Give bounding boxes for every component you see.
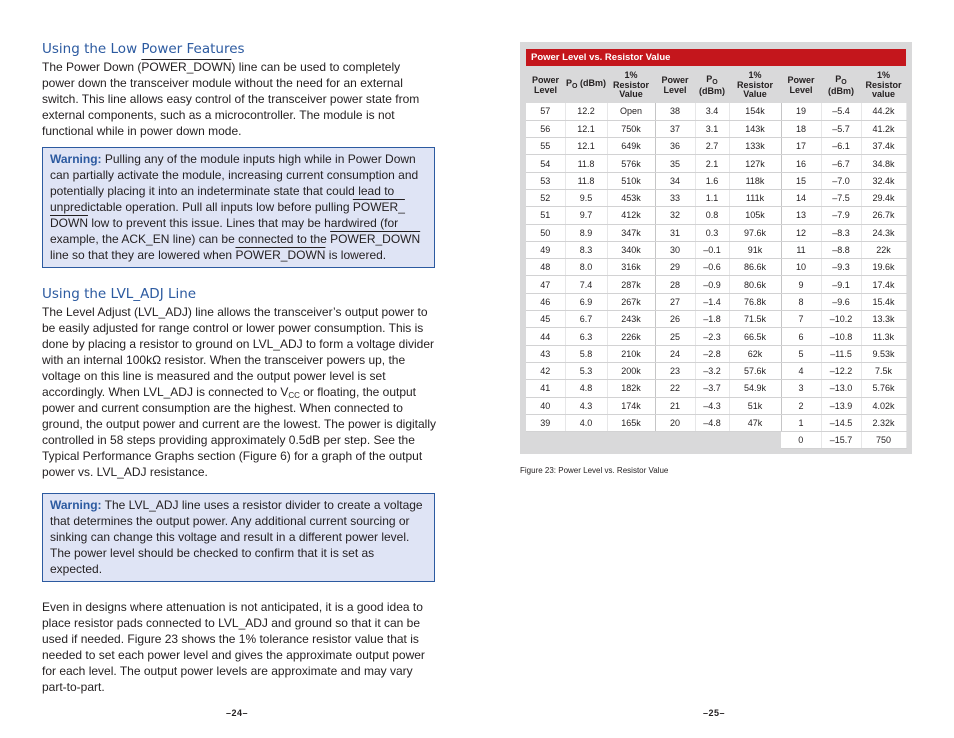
table-cell: 34.8k	[861, 155, 906, 172]
table-cell: 133k	[729, 138, 781, 155]
table-row	[526, 103, 906, 120]
table-cell: 1.6	[695, 172, 729, 189]
table-cell: 31	[655, 224, 695, 241]
table-cell: 10	[781, 259, 821, 276]
table-cell: –10.2	[821, 311, 861, 328]
table-cell: 32	[655, 207, 695, 224]
table-cell: 7	[781, 311, 821, 328]
table-cell: 200k	[607, 362, 655, 379]
table-cell: 412k	[607, 207, 655, 224]
table-cell: 62k	[729, 345, 781, 362]
table-cell: 6.9	[565, 293, 607, 310]
subscript: CC	[288, 391, 300, 400]
table-cell: 49	[526, 241, 565, 258]
warning-label: Warning:	[50, 152, 102, 166]
table-cell: 32.4k	[861, 172, 906, 189]
table-cell: 36	[655, 138, 695, 155]
table-cell: 41.2k	[861, 120, 906, 137]
table-cell: 86.6k	[729, 259, 781, 276]
table-cell	[729, 432, 781, 449]
table-cell: 2	[781, 397, 821, 414]
table-cell: 13	[781, 207, 821, 224]
table-cell: 0.8	[695, 207, 729, 224]
table-cell: 12.1	[565, 120, 607, 137]
table-body	[526, 103, 906, 449]
power-level-table	[526, 68, 907, 449]
table-cell: 80.6k	[729, 276, 781, 293]
table-cell: 30	[655, 241, 695, 258]
table-cell: 22k	[861, 241, 906, 258]
table-cell: 226k	[607, 328, 655, 345]
table-cell: 2.32k	[861, 414, 906, 431]
table-cell: –6.1	[821, 138, 861, 155]
table-cell: 5.8	[565, 345, 607, 362]
table-cell: 210k	[607, 345, 655, 362]
table-cell: 48	[526, 259, 565, 276]
table-cell: 15	[781, 172, 821, 189]
page-number-right: –25–	[703, 708, 726, 718]
table-cell: 56	[526, 120, 565, 137]
section-heading-low-power: Using the Low Power Features	[42, 41, 245, 57]
table-cell: 39	[526, 414, 565, 431]
table-cell: 453k	[607, 189, 655, 206]
table-cell: 11.8	[565, 172, 607, 189]
table-cell: 105k	[729, 207, 781, 224]
table-cell: 37	[655, 120, 695, 137]
table-cell: 3	[781, 380, 821, 397]
table-cell: 28	[655, 276, 695, 293]
table-cell: 6.7	[565, 311, 607, 328]
table-cell: 26.7k	[861, 207, 906, 224]
table-header-cell: 1% Resistor value	[865, 70, 902, 100]
table-cell: 6.3	[565, 328, 607, 345]
table-cell: 17.4k	[861, 276, 906, 293]
table-cell: 165k	[607, 414, 655, 431]
table-cell: –3.2	[695, 362, 729, 379]
table-cell: 5	[781, 345, 821, 362]
table-row	[526, 293, 906, 310]
table-cell: 4.3	[565, 397, 607, 414]
table-cell: 44.2k	[861, 103, 906, 120]
table-cell: 9.5	[565, 189, 607, 206]
low-power-paragraph	[42, 59, 436, 139]
table-cell: 576k	[607, 155, 655, 172]
table-cell: –2.8	[695, 345, 729, 362]
table-cell: –2.3	[695, 328, 729, 345]
table-cell: 5.3	[565, 362, 607, 379]
table-cell: 24.3k	[861, 224, 906, 241]
table-cell: 42	[526, 362, 565, 379]
table-cell: 12.2	[565, 103, 607, 120]
table-cell: 57	[526, 103, 565, 120]
signal-name: POWER_ DOWN	[50, 200, 405, 230]
table-cell: 27	[655, 293, 695, 310]
table-cell: 4.02k	[861, 397, 906, 414]
table-cell: 16	[781, 155, 821, 172]
table-row	[526, 120, 906, 137]
table-cell: 8	[781, 293, 821, 310]
table-cell: 55	[526, 138, 565, 155]
warning-box-power-down	[42, 147, 435, 268]
table-cell: –3.7	[695, 380, 729, 397]
table-cell: 51	[526, 207, 565, 224]
table-cell: –10.8	[821, 328, 861, 345]
table-cell: 6	[781, 328, 821, 345]
table-cell: 154k	[729, 103, 781, 120]
table-row	[526, 155, 906, 172]
table-header-cell: $P_O$ (dBm)	[828, 73, 854, 96]
table-cell: 51k	[729, 397, 781, 414]
table-cell	[565, 432, 607, 449]
text-run: or floating, the output power and current consumption are the highest. When connected to ground, the output power and current are the lowest. The power is digitally controlled in 58 steps providing approximately 0.5dB per step. See the Typical Performance Graphs section (Figure 6) for a graph of the output power vs. LVL_ADJ resistance.	[42, 385, 437, 479]
table-cell: –8.3	[821, 224, 861, 241]
table-cell: –4.8	[695, 414, 729, 431]
table-row	[526, 207, 906, 224]
table-cell: 7.5k	[861, 362, 906, 379]
table-cell: –7.0	[821, 172, 861, 189]
table-cell: –12.2	[821, 362, 861, 379]
table-cell: 53	[526, 172, 565, 189]
table-cell: 35	[655, 155, 695, 172]
table-row	[526, 259, 906, 276]
table-cell: 9.7	[565, 207, 607, 224]
table-cell: 287k	[607, 276, 655, 293]
table-cell: 340k	[607, 241, 655, 258]
table-title: Power Level vs. Resistor Value	[526, 49, 906, 66]
table-row	[526, 414, 906, 431]
table-cell	[607, 432, 655, 449]
table-cell: –14.5	[821, 414, 861, 431]
table-cell: 50	[526, 224, 565, 241]
table-cell: 19	[781, 103, 821, 120]
table-row	[526, 362, 906, 379]
table-row	[526, 432, 906, 449]
table-header-cell: $P_O$ (dBm)	[699, 73, 725, 96]
table-cell: 0.3	[695, 224, 729, 241]
table-cell: 12.1	[565, 138, 607, 155]
table-cell: –9.3	[821, 259, 861, 276]
table-cell: 57.6k	[729, 362, 781, 379]
table-cell: 20	[655, 414, 695, 431]
table-cell: 4	[781, 362, 821, 379]
text-run: line so that they are lowered when	[50, 248, 236, 262]
table-cell: 174k	[607, 397, 655, 414]
table-cell: –7.9	[821, 207, 861, 224]
table-header-cell: Power Level	[787, 75, 815, 95]
table-cell: 54	[526, 155, 565, 172]
left-page	[42, 40, 436, 695]
table-header-cell: 1% Resistor Value	[612, 70, 649, 100]
table-cell: Open	[607, 103, 655, 120]
power-level-table-panel	[520, 42, 912, 454]
table-row	[526, 138, 906, 155]
figure-caption: Figure 23: Power Level vs. Resistor Value	[520, 466, 669, 475]
text-run: ) line can be used to completely power down the transceiver module without the need for an external switch. This line allows easy control of the transceiver power state from external components, such as a microcontroller. The module is not functional while in power down mode.	[42, 60, 420, 138]
table-cell: 3.4	[695, 103, 729, 120]
table-cell: 43	[526, 345, 565, 362]
table-cell: 14	[781, 189, 821, 206]
section-heading-lvl-adj: Using the LVL_ADJ Line	[42, 286, 197, 302]
table-cell: 1.1	[695, 189, 729, 206]
table-cell: 5.76k	[861, 380, 906, 397]
table-row	[526, 345, 906, 362]
table-cell: 33	[655, 189, 695, 206]
table-cell: –1.8	[695, 311, 729, 328]
table-cell: 3.1	[695, 120, 729, 137]
table-cell: 38	[655, 103, 695, 120]
table-row	[526, 311, 906, 328]
table-cell: 9	[781, 276, 821, 293]
table-cell: 21	[655, 397, 695, 414]
table-row	[526, 397, 906, 414]
text-run: The Level Adjust (LVL_ADJ) line allows the transceiver’s output power to be easily adjusted for range control or lower power consumption. This is done by placing a resistor to ground on LVL_ADJ to form a voltage divider with an internal 100kΩ resistor. When the transceiver powers up, the voltage on this line is measured and the output power level is set accordingly. When LVL_ADJ is connected to V	[42, 305, 435, 399]
page-number-left: –24–	[226, 708, 249, 718]
table-row	[526, 380, 906, 397]
signal-name: POWER_DOWN	[141, 60, 232, 74]
table-cell: –9.6	[821, 293, 861, 310]
table-cell: –4.3	[695, 397, 729, 414]
table-row	[526, 172, 906, 189]
table-cell: 17	[781, 138, 821, 155]
table-cell: 41	[526, 380, 565, 397]
table-cell: 97.6k	[729, 224, 781, 241]
table-cell: 11.3k	[861, 328, 906, 345]
table-cell: –0.6	[695, 259, 729, 276]
table-row	[526, 276, 906, 293]
table-cell: 649k	[607, 138, 655, 155]
table-cell: 111k	[729, 189, 781, 206]
table-cell: 37.4k	[861, 138, 906, 155]
table-cell: –7.5	[821, 189, 861, 206]
signal-name: POWER_DOWN	[330, 232, 421, 246]
table-cell: 316k	[607, 259, 655, 276]
table-cell: 91k	[729, 241, 781, 258]
table-cell: 9.53k	[861, 345, 906, 362]
table-cell: 2.1	[695, 155, 729, 172]
table-cell: –5.4	[821, 103, 861, 120]
table-row	[526, 189, 906, 206]
table-cell: 267k	[607, 293, 655, 310]
table-cell: 71.5k	[729, 311, 781, 328]
table-header-row	[526, 68, 906, 103]
table-cell: 0	[781, 432, 821, 449]
table-header-cell: 1% Resistor Value	[736, 70, 773, 100]
text-run: The LVL_ADJ line uses a resistor divider to create a voltage that determines the output power. Any additional current sourcing or sinking can change this voltage and result in a different power level. The power level should be checked to confirm that it is set as expected.	[50, 498, 423, 576]
warning-box-lvl-adj	[42, 493, 435, 582]
signal-name: POWER_DOWN	[235, 248, 326, 262]
table-cell: 11	[781, 241, 821, 258]
table-cell: 750	[861, 432, 906, 449]
table-cell: 8.9	[565, 224, 607, 241]
table-cell: –13.9	[821, 397, 861, 414]
table-cell: –0.9	[695, 276, 729, 293]
table-cell: 13.3k	[861, 311, 906, 328]
warning-label: Warning:	[50, 498, 102, 512]
table-cell: 26	[655, 311, 695, 328]
table-cell: 25	[655, 328, 695, 345]
lvl-adj-paragraph	[42, 304, 436, 480]
text-run: Pulling any of the module inputs high while in Power Down can partially activate the module, increasing current consumption and potentially placing it into an indeterminate state that could lead to unpredictable operation. Pull all inputs low before pulling	[50, 152, 419, 214]
table-cell: –1.4	[695, 293, 729, 310]
table-cell: 66.5k	[729, 328, 781, 345]
table-cell: 1	[781, 414, 821, 431]
table-cell: 24	[655, 345, 695, 362]
table-cell: 182k	[607, 380, 655, 397]
table-cell: 34	[655, 172, 695, 189]
table-cell: 143k	[729, 120, 781, 137]
table-cell: 52	[526, 189, 565, 206]
table-cell: 46	[526, 293, 565, 310]
table-cell: 11.8	[565, 155, 607, 172]
table-cell	[526, 432, 565, 449]
text-run: The Power Down (	[42, 60, 142, 74]
text-run: is lowered.	[325, 248, 387, 262]
table-row	[526, 224, 906, 241]
table-cell: 29	[655, 259, 695, 276]
table-row	[526, 241, 906, 258]
table-cell: 18	[781, 120, 821, 137]
table-cell: 54.9k	[729, 380, 781, 397]
table-cell: –8.8	[821, 241, 861, 258]
table-cell: 118k	[729, 172, 781, 189]
table-cell: 15.4k	[861, 293, 906, 310]
table-cell: 40	[526, 397, 565, 414]
table-cell: 243k	[607, 311, 655, 328]
table-cell: –9.1	[821, 276, 861, 293]
table-cell: 19.6k	[861, 259, 906, 276]
table-cell: 22	[655, 380, 695, 397]
table-cell: 8.0	[565, 259, 607, 276]
table-cell: 44	[526, 328, 565, 345]
table-cell	[655, 432, 695, 449]
table-cell: –0.1	[695, 241, 729, 258]
resistor-pads-paragraph: Even in designs where attenuation is not anticipated, it is a good idea to place resistor pads connected to LVL_ADJ and ground so that it can be used if needed. Figure 23 shows the 1% tolerance resistor value that is needed to set each power level and gives the approximate output power for each level. The output power levels are approximate and may vary part-to-part.	[42, 600, 425, 694]
table-cell: 47	[526, 276, 565, 293]
table-cell: –15.7	[821, 432, 861, 449]
table-cell: 4.0	[565, 414, 607, 431]
table-cell: 47k	[729, 414, 781, 431]
table-cell: 29.4k	[861, 189, 906, 206]
table-cell: 2.7	[695, 138, 729, 155]
table-cell	[695, 432, 729, 449]
table-header-cell: Power Level	[531, 75, 559, 95]
table-cell: 750k	[607, 120, 655, 137]
table-cell: –11.5	[821, 345, 861, 362]
table-cell: –6.7	[821, 155, 861, 172]
table-cell: –5.7	[821, 120, 861, 137]
table-cell: 4.8	[565, 380, 607, 397]
table-cell: –13.0	[821, 380, 861, 397]
table-cell: 510k	[607, 172, 655, 189]
table-cell: 12	[781, 224, 821, 241]
table-header-cell: $P_O$ (dBm)	[566, 78, 606, 91]
table-cell: 76.8k	[729, 293, 781, 310]
table-cell: 45	[526, 311, 565, 328]
text-run: low to prevent this issue. Lines that may be hardwired (for example, the ACK_EN line) can be connected to the	[50, 216, 399, 246]
table-cell: 23	[655, 362, 695, 379]
table-cell: 7.4	[565, 276, 607, 293]
table-header-cell: Power Level	[661, 75, 689, 95]
table-cell: 127k	[729, 155, 781, 172]
table-cell: 347k	[607, 224, 655, 241]
table-cell: 8.3	[565, 241, 607, 258]
table-row	[526, 328, 906, 345]
